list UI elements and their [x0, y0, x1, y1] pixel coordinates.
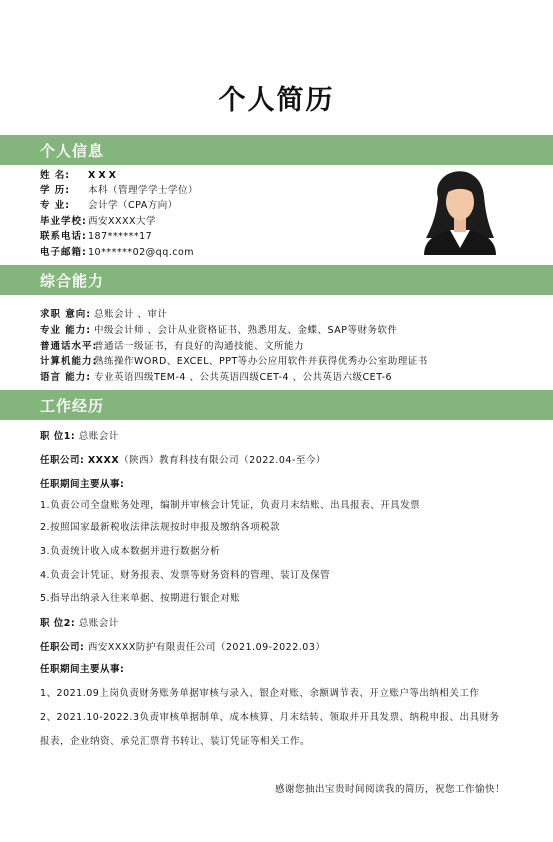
job2-title-row: 职 位2: 总账会计 [40, 618, 119, 629]
skill-row-mandarin: 普通话水平:普通话一级证书，有良好的沟通技能、文所能力 [40, 341, 305, 352]
avatar-woman-icon [420, 158, 500, 255]
job1-duty-2: 2.按照国家最新税收法律法规按时申报及缴纳各项税款 [40, 522, 281, 533]
info-row-phone: 联系电话:187******17 [40, 231, 153, 242]
info-row-name: 姓 名: XXX [40, 170, 119, 181]
info-row-school: 毕业学校:西安XXXX大学 [40, 216, 157, 227]
job1-duty-1: 1.负责公司全盘账务处理，编制并审核会计凭证，负责月末结账、出具报表、开具发票 [40, 500, 421, 511]
job1-duty-5: 5.指导出纳录入往来单据、按期进行银企对账 [40, 593, 241, 604]
job2-duties-label: 任职期间主要从事: [40, 664, 125, 675]
job1-company-row: 任职公司: XXXX（陕西）教育科技有限公司（2022.04-至今） [40, 455, 326, 466]
job1-duty-4: 4.负责会计凭证、财务报表、发票等财务资料的管理、装订及保管 [40, 570, 331, 581]
page-title: 个人简历 [218, 85, 335, 116]
skill-row-computer: 计算机能力:熟练操作WORD、EXCEL、PPT等办公应用软件并获得优秀办公室助理证书 [40, 356, 428, 367]
section-title: 个人信息 [40, 142, 105, 160]
job1-title-row: 职 位1: 总账会计 [40, 431, 119, 442]
job2-duty-2: 2、2021.10-2022.3负责审核单据制单、成本核算、月末结转、领取并开具发票、纳税申报、出具财务 [40, 712, 500, 723]
closing-note: 感谢您抽出宝贵时间阅读我的简历，祝您工作愉快！ [274, 784, 505, 795]
skill-row-objective: 求职 意向: 总账会计 、审计 [40, 309, 168, 320]
section-title: 工作经历 [40, 397, 105, 415]
job1-duties-label: 任职期间主要从事: [40, 479, 125, 490]
skill-row-language: 语言 能力: 专业英语四级TEM-4 、公共英语四级CET-4 、公共英语六级CET-6 [40, 372, 393, 383]
section-header-work [0, 390, 553, 420]
info-row-education: 学 历: 本科（管理学学士学位） [40, 185, 199, 196]
job2-duty-1: 1、2021.09上岗负责财务账务单据审核与录入、银企对账、余额调节表、开立账户等出纳相关工作 [40, 688, 480, 699]
section-header-skills [0, 265, 553, 295]
job1-duty-3: 3.负责统计收入成本数据并进行数据分析 [40, 546, 221, 557]
info-row-major: 专 业: 会计学（CPA方向） [40, 200, 178, 211]
skill-row-professional: 专业 能力: 中级会计师 、会计从业资格证书、熟悉用友、金蝶、SAP等财务软件 [40, 325, 398, 336]
info-row-email: 电子邮箱:10******02@qq.com [40, 247, 195, 258]
job2-duty-3: 报表，企业纳资、承兑汇票背书转让、装订凭证等相关工作。 [40, 736, 311, 747]
job2-company-row: 任职公司: 西安XXXX防护有限责任公司（2021.09-2022.03） [40, 642, 326, 653]
section-title: 综合能力 [40, 272, 105, 290]
